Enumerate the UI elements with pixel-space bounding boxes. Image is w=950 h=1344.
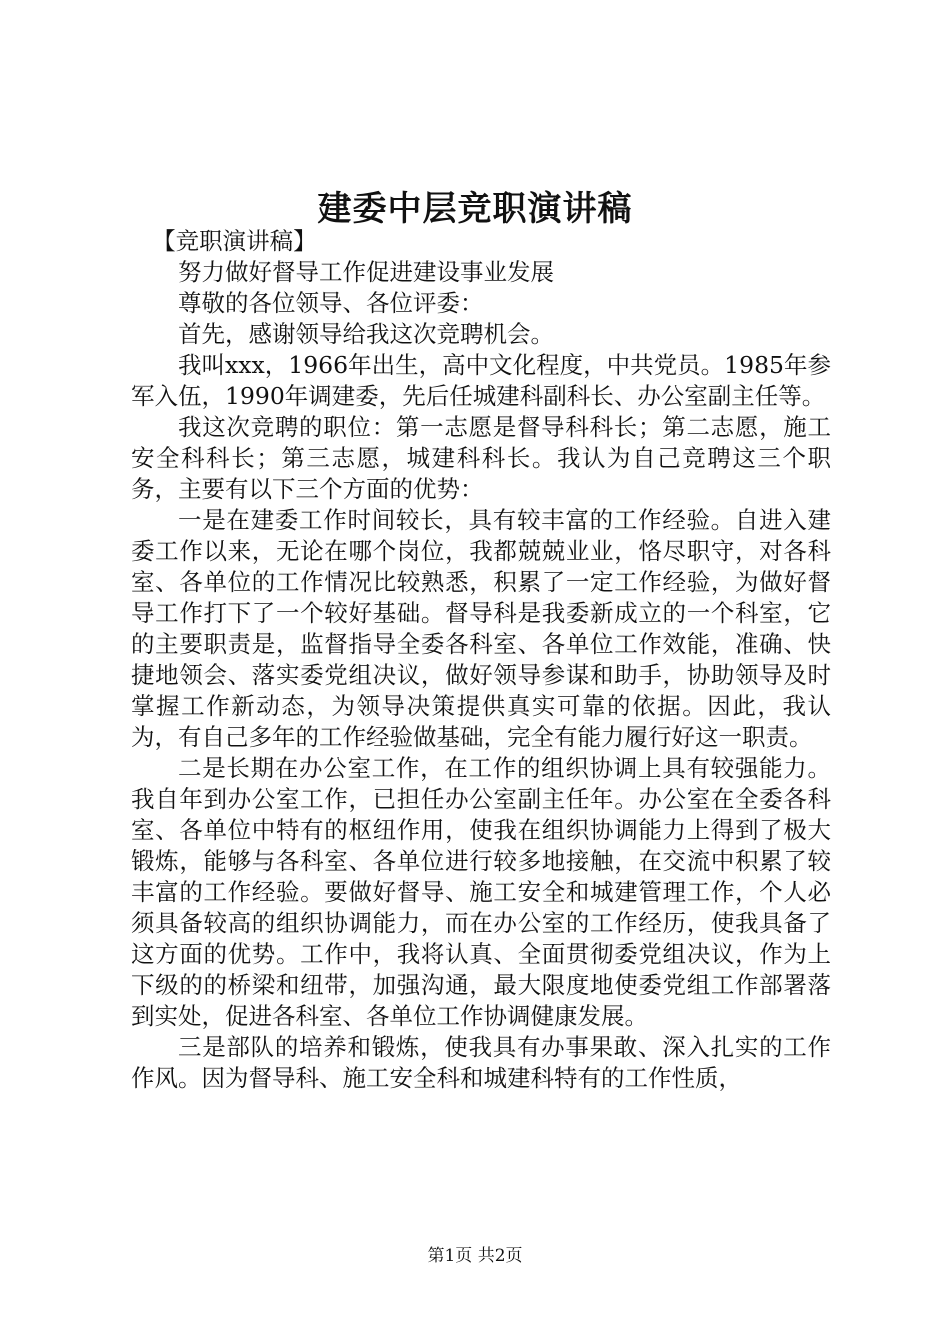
document-body — [131, 226, 831, 1094]
document-title: 建委中层竞职演讲稿 — [317, 189, 633, 229]
salutation: 尊敬的各位领导、各位评委： — [178, 289, 484, 317]
paragraph: 首先，感谢领导给我这次竞聘机会。 — [178, 320, 554, 348]
paragraph: 二是长期在办公室工作，在工作的组织协调上具有较强能力。我自年到办公室工作，已担任办公室副主任年。办公室在全委各科室、各单位中特有的枢纽作用，使我在组织协调能力上得到了极大锻炼，能够与各科室、各单位进行较多地接触，在交流中积累了较丰富的工作经验。要做好督导、施工安全和城建管理工作，个人必须具备较高的组织协调能力，而在办公室的工作经历，使我具备了这方面的优势。工作中，我将认真、全面贯彻委党组决议，作为上下级的的桥梁和纽带，加强沟通，最大限度地使委党组工作部署落到实处，促进各科室、各单位工作协调健康发展。 — [131, 754, 831, 1030]
speech-subtitle: 努力做好督导工作促进建设事业发展 — [178, 258, 554, 286]
page-footer: 第1页 共2页 — [427, 1246, 523, 1266]
paragraph: 一是在建委工作时间较长，具有较丰富的工作经验。自进入建委工作以来，无论在哪个岗位，我都兢兢业业，恪尽职守，对各科室、各单位的工作情况比较熟悉，积累了一定工作经验，为做好督导工作打下了一个较好基础。督导科是我委新成立的一个科室，它的主要职责是，监督指导全委各科室、各单位工作效能，准确、快捷地领会、落实委党组决议，做好领导参谋和助手，协助领导及时掌握工作新动态，为领导决策提供真实可靠的依据。因此，我认为，有自己多年的工作经验做基础，完全有能力履行好这一职责。 — [131, 506, 831, 751]
paragraph: 我这次竞聘的职位：第一志愿是督导科科长；第二志愿，施工安全科科长；第三志愿，城建科科长。我认为自己竞聘这三个职务，主要有以下三个方面的优势： — [131, 413, 831, 503]
paragraph: 三是部队的培养和锻炼，使我具有办事果敢、深入扎实的工作作风。因为督导科、施工安全科和城建科特有的工作性质， — [131, 1033, 831, 1092]
section-tag: 【竞职演讲稿】 — [152, 227, 317, 255]
paragraph: 我叫xxx，1966年出生，高中文化程度，中共党员。1985年参军入伍，1990年调建委，先后任城建科副科长、办公室副主任等。 — [131, 351, 831, 410]
